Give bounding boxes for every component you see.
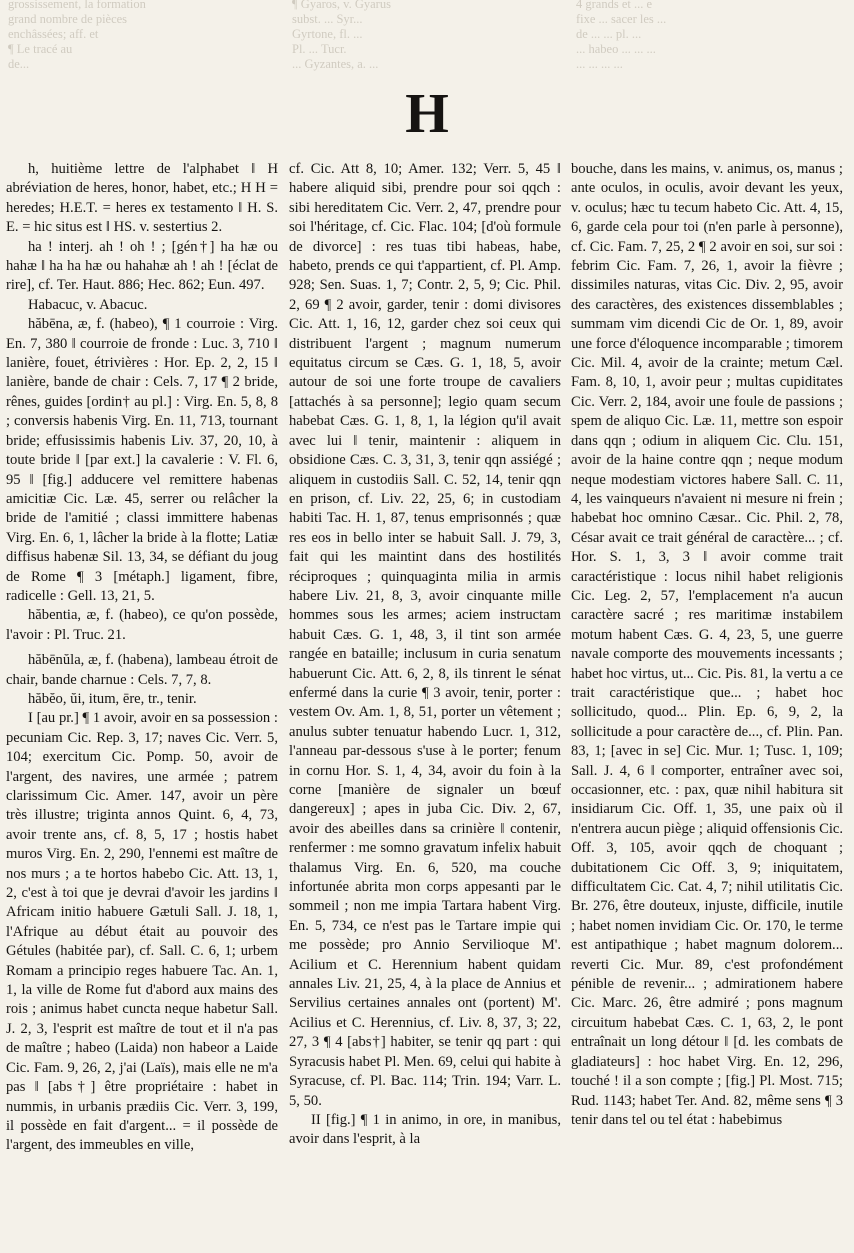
column-2: [289, 160, 561, 1150]
column-3: [571, 160, 843, 1130]
entry-habena: hăbēna, æ, f. (habeo), ¶ 1 courroie : Virg. En. 7, 380 ‖ courroie de fronde : Luc. 3, 710 ‖ lanière, fouet, étrivières : Hor. Ep. 2, 2, 15 ‖ lanière, bande de chair : Cels. 7, 17 ¶ 2 bride, rênes, guides [ordin† au pl.] : Virg. En. 5, 8, 8 ; conversis habenis Virg. En. 11, 713, tournant bride; effusissimis habenis Liv. 37, 20, 10, à toute bride ‖ [par ext.] la cavalerie : V. Fl. 6, 95 ‖ [fig.] adducere vel remittere habenas amicitiæ Cic. Læ. 45, serrer ou relâcher la bride de l'amitié ; classi immittere habenas Virg. En. 6, 1, lâcher la bride à la flotte; Latiæ diffisus habenæ Sil. 13, 34, se défiant du joug de Rome ¶ 3 [métaph.] ligament, fibre, radicelle : Gell. 13, 21, 5.: [6, 316, 278, 604]
entry-habenula: hăbēnŭla, æ, f. (habena), lambeau étroit de chair, bande charnue : Cels. 7, 7, 8.: [6, 652, 278, 688]
entry-habeo-sense-ii: II [fig.] ¶ 1 in animo, in ore, in manibus, avoir dans l'esprit, à la: [289, 1111, 561, 1148]
entry-habacuc: Habacuc, v. Abacuc.: [28, 296, 148, 313]
bleed-column-3: 4 grands et ... e fixe ... sacer les ... de ... ... pl. ... ... habeo ... ... ... ... ... ... ...: [576, 0, 667, 71]
entry-habeo-continued: cf. Cic. Att 8, 10; Amer. 132; Verr. 5, 45 ‖ habere aliquid sibi, prendre pour soi qqch : sibi hereditatem Cic. Verr. 2, 47, prendre pour soi l'héritage, cf. Cic. Flac. 104; [d'où formule de divorce] : res tuas tibi habeas, habe, habeto, prends ce qui t'appartient, cf. Pl. Amp. 928; Sen. Suas. 1, 7; Contr. 2, 5, 9; Cic. Phil. 2, 69 ¶ 2 avoir, garder, tenir : domi divisores Cic. Att. 1, 16, 12, garder chez soi ceux qui distribuent l'argent ; magnum numerum equitatus circum se Cæs. G. 1, 18, 5, avoir autour de soi une forte troupe de cavaliers [attachés à sa personne]; legio quam secum habebat Cæs. G. 1, 8, 1, la légion qu'il avait avec lui ‖ tenir, maintenir : aliquem in obsidione Cæs. C. 3, 31, 3, tenir qqn assiégé ; aliquem in custodiis Sall. C. 52, 14, tenir qqn en prison, cf. Liv. 22, 25, 6; in custodiam habiti Tac. H. 1, 87, tenus emprisonnés ; quæ res eos in bello inter se habuit Sall. J. 79, 3, fait qui les maintint dans des hostilités réciproques ; quinquaginta milia in armis habere Liv. 21, 8, 3, avoir cinquante mille hommes sous les armes; aciem instructam habuit Cæs. G. 1, 48, 3, il tint son armée rangée en bataille; inclusum in curia senatum habuerunt Cic. Att. 6, 2, 8, ils tinrent le sénat enfermé dans la curie ¶ 3 avoir, tenir, porter : vestem Ov. Am. 1, 8, 51, porter un vêtement ; anulus subter tenuatur habendo Lucr. 1, 312, l'anneau par-dessous s'use à le porter; fenum in cornu Hor. S. 1, 4, 34, avoir du foin à la corne [manière de signaler un bœuf dangereux] ; apes in juba Cic. Div. 2, 67, avoir des abeilles dans sa crinière ‖ contenir, renfermer : me somno gravatum infelix habuit thalamus Virg. En. 6, 520, ma couche infortunée abrita mon corps appesanti par le sommeil ; non me impia Tartara habent Virg. En. 5, 734, ce n'est pas le Tartare impie qui me possède; pro Annio Servilioque M'. Acilium et C. Herennium habent quidam annales Liv. 21, 25, 4, à la place de Annius et Servilius certaines annales ont (portent) M'. Acilius et C. Herennius, cf. Liv. 8, 37, 3; 22, 27, 3 ¶ 4 [abs†] habiter, se tenir qq part : qui Syracusis habet Pl. Men. 69, celui qui habite à Syracuse, cf. Pl. Bac. 114; Trin. 194; Varr. L. 5, 50.: [289, 161, 561, 1109]
column-1: [6, 160, 278, 1156]
entry-habeo: hăbĕo, ŭi, itum, ēre, tr., tenir.: [28, 690, 197, 707]
bleed-through-text: [0, 0, 854, 95]
section-letter-heading: H: [405, 83, 449, 145]
entry-ha: ha ! interj. ah ! oh ! ; [gén†] ha hæ ou hahæ ‖ ha ha hæ ou hahahæ ah ! ah ! [éclat de rire], cf. Ter. Haut. 886; Hec. 862; Eun. 497.: [6, 238, 278, 294]
bleed-column-1: grossissement, la formation grand nombre de pièces enchâssées; aff. et ¶ Le tracé au de...: [8, 0, 146, 71]
entry-h: h, huitième lettre de l'alphabet ‖ H abréviation de heres, honor, habet, etc.; H H = heredes; H.E.T. = heres ex testamento ‖ H. S. E. = hic situs est ‖ HS. v. sestertius 2.: [6, 161, 278, 236]
entry-habeo-sense-i: I [au pr.] ¶ 1 avoir, avoir en sa possession : pecuniam Cic. Rep. 3, 17; naves Cic. Verr. 5, 104; exercitum Cic. Pomp. 50, avoir de l'argent, des navires, une armée ; patrem clarissimum Cic. Amer. 147, avoir un père très illustre; triginta annos Quint. 6, 4, 73, avoir trente ans, cf. 8, 5, 17 ; hostis habet muros Virg. En. 2, 290, l'ennemi est maître de nos murs ; a te hortos habebo Cic. Att. 13, 1, 2, c'est à toi que je devrai d'avoir les jardins ‖ Africam initio habuere Gætuli Sall. J. 18, 1, l'Afrique au début était au pouvoir des Gétules (habitée par), cf. Sall. C. 6, 1; urbem Romam a principio reges habuere Tac. An. 1, 1, la ville de Rome fut d'abord aux mains des rois ; animus habet cuncta neque habetur Sall. J. 2, 3, l'esprit est maître de tout et il n'a pas de maître ; habeo (Laida) non habeor a Laide Cic. Fam. 9, 26, 2, j'ai (Laïs), mais elle ne m'a pas ‖ [abs†] être propriétaire : habet in nummis, in urbanis prædiis Cic. Verr. 3, 199, il possède en fait d'argent... = il possède de l'argent, des immeubles en ville,: [6, 710, 278, 1154]
entry-habeo-continued-2: bouche, dans les mains, v. animus, os, manus ; ante oculos, in oculis, avoir devant les yeux, v. oculus; hæc tu tecum habeto Cic. Att. 4, 15, 6, garde cela pour toi (n'en parle à personne), cf. Cic. Fam. 7, 25, 2 ¶ 2 avoir en soi, sur soi : febrim Cic. Fam. 7, 26, 1, avoir la fièvre ; dissimiles naturas, vitas Cic. Div. 2, 95, avoir des caractères, des existences dissemblables ; summam vim dicendi Cic de Or. 1, 89, avoir une force d'éloquence incomparable ; timorem Cic. Mil. 4, avoir de la crainte; metum Cæl. Fam. 8, 10, 1, avoir peur ; multas cupiditates Cic. Verr. 2, 184, avoir une foule de passions ; spem de aliquo Cic. Læ. 11, mettre son espoir dans qqn ; odium in aliquem Cic. Clu. 151, avoir de la haine contre qqn ; neque modum neque modestiam victores habere Sall. C. 11, 4, les vainqueurs n'avaient ni mesure ni frein ; habebat hoc omnino Cæsar.. Cic. Phil. 2, 78, César avait ce trait général de caractère... ; cf. Hor. S. 1, 3, 3 ‖ avoir comme trait caractéristique : locus nihil habet religionis Cic. Leg. 2, 57, l'emplacement n'a aucun caractère sacré ; res maritimæ instabilem motum habent Cæs. G. 4, 23, 5, une guerre navale comporte des mouvements incessants ; habet hoc virtus, ut... Cic. Pis. 81, la vertu a ce trait caractéristique que... ; habet hoc sollicitudo, quod... Plin. Ep. 6, 9, 2, la sollicitude a pour caractère de..., cf. Plin. Pan. 83, 1; [avec in se] Cic. Mur. 1; Tusc. 1, 109; Sall. J. 4, 6 ‖ comporter, entraîner avec soi, occasionner, etc. : pax, quæ nihil habitura sit insidiarum Cic. Off. 1, 35, une paix où il n'entrera aucun piège ; aliquid offensionis Cic. Off. 3, 105, avoir qqch de choquant ; dubitationem Cic Off. 3, 9; iniquitatem, difficultatem Cic. Cat. 4, 7; nihil utilitatis Cic. Br. 276, être douteux, injuste, difficile, inutile ; habet nomen invidiam Cic. Or. 170, le terme est antipathique ; habet magnum dolorem... reverti Cic. Mur. 89, c'est profondément pénible de revenir... ; admirationem habere Cic. Marc. 26, être admiré ; pons magnum circuitum habebat Cæs. C. 1, 63, 2, le pont entraînait un long détour ‖ [d. les combats de gladiateurs] : hoc habet Virg. En. 12, 296, touché ! il a son compte ; [fig.] Pl. Most. 715; Rud. 1143; habet Ter. And. 82, même sens ¶ 3 tenir dans tel ou tel état : habebimus: [571, 161, 843, 1128]
bleed-column-2: ¶ Gyaros, v. Gyarus subst. ... Syr... Gyrtone, fl. ... Pl. ... Tucr. ... Gyzantes, a. ...: [292, 0, 391, 71]
entry-habentia: hăbentia, æ, f. (habeo), ce qu'on possède, l'avoir : Pl. Truc. 21.: [6, 607, 278, 643]
